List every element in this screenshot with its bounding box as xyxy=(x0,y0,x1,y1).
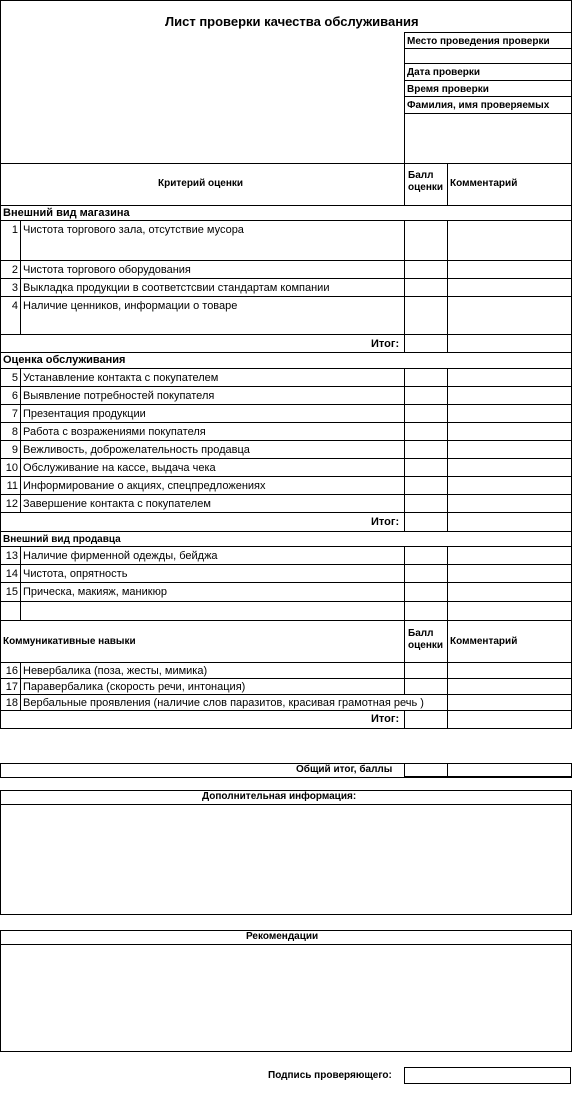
row-criterion: Информирование о акциях, спецпредложениях xyxy=(23,480,266,492)
divider xyxy=(404,335,405,353)
divider xyxy=(20,547,21,565)
divider xyxy=(0,944,572,945)
subtotal-row xyxy=(0,513,572,532)
divider xyxy=(404,163,405,206)
row-number: 13 xyxy=(5,550,18,562)
divider xyxy=(20,441,21,459)
row-criterion: Наличие фирменной одежды, бейджа xyxy=(23,550,218,562)
row-criterion: Чистота торгового зала, отсутствие мусора xyxy=(23,224,244,236)
form-title: Лист проверки качества обслуживания xyxy=(165,14,419,29)
row-criterion: Вежливость, доброжелательность продавца xyxy=(23,444,250,456)
row-number: 15 xyxy=(5,586,18,598)
info-names-label: Фамилия, имя проверяемых xyxy=(407,100,550,111)
divider xyxy=(20,423,21,441)
divider xyxy=(404,32,572,33)
divider xyxy=(404,663,405,679)
row-number: 2 xyxy=(11,264,18,276)
row-number: 3 xyxy=(11,282,18,294)
divider xyxy=(447,495,448,513)
divider xyxy=(447,547,448,565)
divider xyxy=(447,297,448,335)
row-number: 11 xyxy=(6,480,18,492)
row-number: 12 xyxy=(5,498,18,510)
signature-label: Подпись проверяющего: xyxy=(268,1070,392,1081)
row-number: 18 xyxy=(5,697,18,709)
recommendations-box[interactable] xyxy=(0,930,572,1052)
row-criterion: Устанавление контакта с покупателем xyxy=(23,372,219,384)
score-header: Балл оценки xyxy=(408,170,444,193)
divider xyxy=(404,583,405,602)
divider xyxy=(447,477,448,495)
divider xyxy=(447,565,448,583)
divider xyxy=(404,297,405,335)
divider xyxy=(404,387,405,405)
divider xyxy=(404,602,405,621)
subtotal-label: Итог: xyxy=(371,713,400,725)
row-criterion: Невербалика (поза, жесты, мимика) xyxy=(23,665,208,677)
divider xyxy=(404,679,405,695)
row-criterion: Презентация продукции xyxy=(23,408,146,420)
score-header: Балл оценки xyxy=(408,628,444,651)
section-title: Оценка обслуживания xyxy=(3,354,126,366)
divider xyxy=(404,711,405,729)
divider xyxy=(404,423,405,441)
row-number: 10 xyxy=(5,462,18,474)
divider xyxy=(447,423,448,441)
divider xyxy=(447,369,448,387)
row-number: 6 xyxy=(11,390,18,402)
grand-total-score[interactable] xyxy=(404,763,448,777)
recommendations-label: Рекомендации xyxy=(246,931,319,942)
row-criterion: Чистота торгового оборудования xyxy=(23,264,191,276)
row-number: 16 xyxy=(5,665,18,677)
divider xyxy=(20,405,21,423)
additional-info-box[interactable] xyxy=(0,790,572,915)
section-title: Внешний вид продавца xyxy=(3,534,121,545)
divider xyxy=(404,279,405,297)
divider xyxy=(20,297,21,335)
signature-field[interactable] xyxy=(404,1067,571,1084)
divider xyxy=(447,513,448,532)
divider xyxy=(447,279,448,297)
row-criterion: Прическа, макияж, маникюр xyxy=(23,586,167,598)
subtotal-row xyxy=(0,335,572,353)
divider xyxy=(404,547,405,565)
criterion-header: Критерий оценки xyxy=(158,178,244,189)
divider xyxy=(447,405,448,423)
row-number: 1 xyxy=(11,224,18,236)
section-title: Коммуникативные навыки xyxy=(3,636,136,647)
divider xyxy=(447,335,448,353)
row-criterion: Паравербалика (скорость речи, интонация) xyxy=(23,681,246,693)
divider xyxy=(0,777,572,778)
row-criterion: Вербальные проявления (наличие слов паразитов, красивая грамотная речь ) xyxy=(23,697,424,709)
divider xyxy=(404,459,405,477)
divider xyxy=(404,495,405,513)
divider xyxy=(447,261,448,279)
divider xyxy=(404,513,405,532)
divider xyxy=(20,369,21,387)
info-names-field[interactable] xyxy=(405,114,571,162)
row-criterion: Завершение контакта с покупателем xyxy=(23,498,211,510)
divider xyxy=(20,679,21,695)
divider xyxy=(20,261,21,279)
divider xyxy=(447,387,448,405)
row-number: 9 xyxy=(11,444,18,456)
divider xyxy=(404,405,405,423)
divider xyxy=(404,621,405,663)
divider xyxy=(404,441,405,459)
divider xyxy=(447,441,448,459)
subtotal-label: Итог: xyxy=(371,516,400,528)
divider xyxy=(20,221,21,261)
divider xyxy=(20,477,21,495)
divider xyxy=(447,163,448,206)
divider xyxy=(20,459,21,477)
info-place-field[interactable] xyxy=(404,48,572,64)
row-criterion: Выкладка продукции в соответстсвии стандартам компании xyxy=(23,282,330,294)
divider xyxy=(0,804,572,805)
table-row xyxy=(0,602,572,621)
grand-total-comment[interactable] xyxy=(447,763,572,777)
divider xyxy=(447,602,448,621)
divider xyxy=(447,711,448,729)
divider xyxy=(447,695,448,711)
divider xyxy=(447,583,448,602)
divider xyxy=(20,695,21,711)
info-place-label: Место проведения проверки xyxy=(407,36,550,47)
row-number: 4 xyxy=(11,300,18,312)
comment-header: Комментарий xyxy=(450,178,518,189)
divider xyxy=(20,602,21,621)
divider xyxy=(20,495,21,513)
row-criterion: Чистота, опрятность xyxy=(23,568,128,580)
divider xyxy=(447,459,448,477)
grand-total-label: Общий итог, баллы xyxy=(296,764,393,775)
info-date-label: Дата проверки xyxy=(407,67,481,78)
divider xyxy=(20,279,21,297)
divider xyxy=(20,387,21,405)
divider xyxy=(404,80,572,81)
divider xyxy=(404,369,405,387)
divider xyxy=(447,221,448,261)
subtotal-label: Итог: xyxy=(371,338,400,350)
section-title: Внешний вид магазина xyxy=(3,207,130,219)
row-number: 14 xyxy=(5,568,18,580)
row-number: 8 xyxy=(11,426,18,438)
row-criterion: Наличие ценников, информации о товаре xyxy=(23,300,238,312)
info-time-label: Время проверки xyxy=(407,84,489,95)
row-criterion: Обслуживание на кассе, выдача чека xyxy=(23,462,216,474)
subtotal-row xyxy=(0,711,572,729)
divider xyxy=(20,565,21,583)
divider xyxy=(404,477,405,495)
divider xyxy=(447,663,448,679)
additional-info-label: Дополнительная информация: xyxy=(202,791,357,802)
row-number: 7 xyxy=(11,408,18,420)
divider xyxy=(404,221,405,261)
divider xyxy=(447,621,448,663)
row-criterion: Работа с возражениями покупателя xyxy=(23,426,206,438)
row-number: 5 xyxy=(11,372,18,384)
divider xyxy=(447,679,448,695)
comment-header: Комментарий xyxy=(450,636,518,647)
divider xyxy=(20,583,21,602)
row-number: 17 xyxy=(5,681,18,693)
divider xyxy=(404,261,405,279)
divider xyxy=(20,663,21,679)
row-criterion: Выявление потребностей покупателя xyxy=(23,390,215,402)
divider xyxy=(404,565,405,583)
divider xyxy=(404,96,572,97)
